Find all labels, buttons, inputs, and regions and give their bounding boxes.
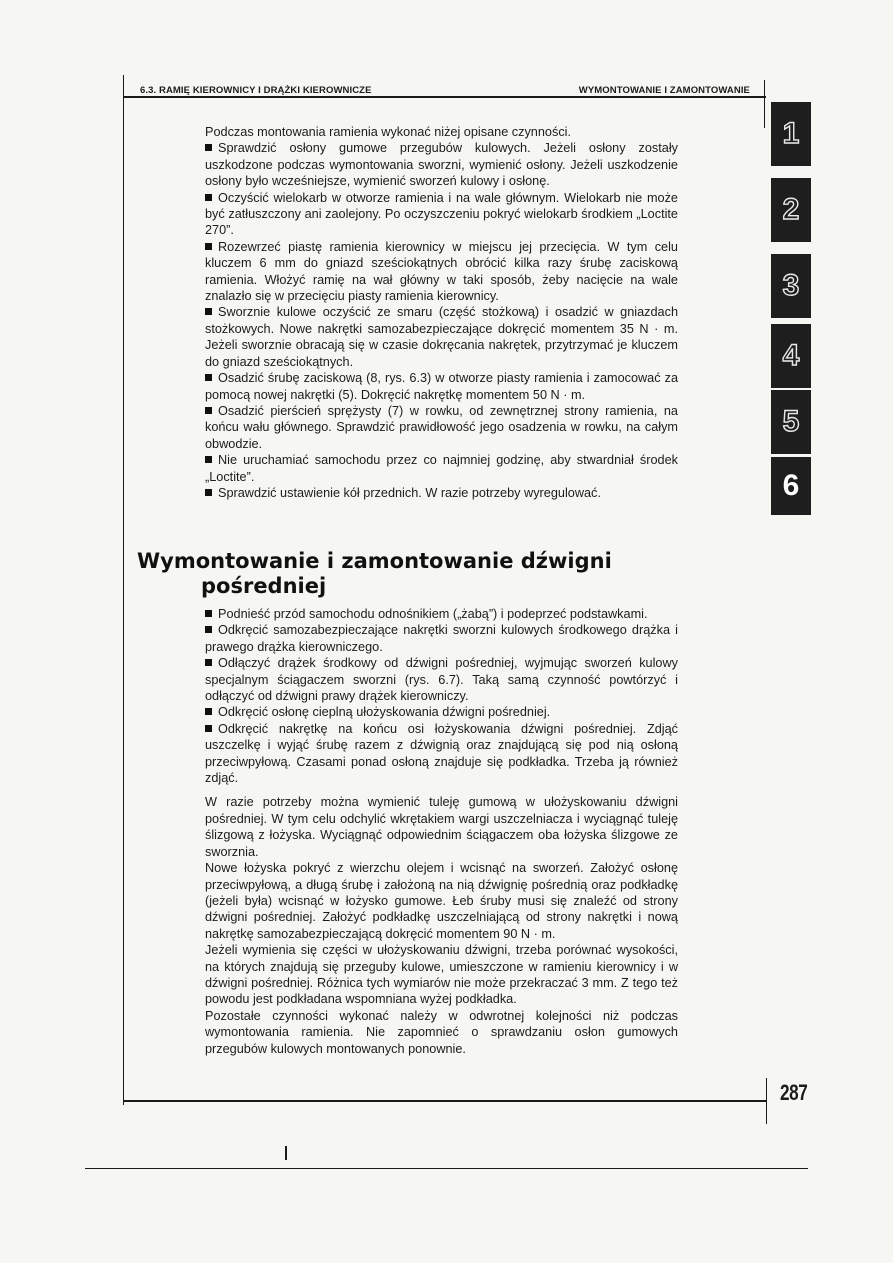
chapter-tab-label: 5 xyxy=(782,405,800,438)
page-number-rule xyxy=(766,1078,767,1124)
bullet-square-icon xyxy=(205,626,212,633)
list-item-text: Oczyścić wielokarb w otworze ramienia i na wale głównym. Wielokarb nie może być zatłuszczony ani zaolejony. Po oczyszczeniu pokryć wielokarb środkiem „Loctite 270”. xyxy=(205,190,678,238)
paragraph-gap xyxy=(205,786,678,794)
page-number: 287 xyxy=(780,1080,808,1105)
list-item-text: Podnieść przód samochodu odnośnikiem („żabą”) i podeprzeć podstawkami. xyxy=(218,607,648,621)
list-item xyxy=(205,485,678,501)
chapter-tab-label: 3 xyxy=(782,269,800,302)
list-item xyxy=(205,370,678,403)
list-item-text: Osadzić śrubę zaciskową (8, rys. 6.3) w otworze piasty ramienia i zamocować za pomocą nowej nakrętki (5). Dokręcić nakrętkę momentem 50 N · m. xyxy=(205,371,678,402)
bullet-square-icon xyxy=(205,308,212,315)
list-item xyxy=(205,239,678,305)
left-margin-rule xyxy=(123,75,124,1105)
list-item-text: Sprawdzić ustawienie kół przednich. W razie potrzeby wyregulować. xyxy=(218,485,601,500)
list-item xyxy=(205,622,678,655)
chapter-tab[interactable] xyxy=(771,390,811,454)
bullet-square-icon xyxy=(205,610,212,617)
paragraph: W razie potrzeby można wymienić tuleję gumową w ułożyskowaniu dźwigni pośredniej. W tym celu odchylić wkrętakiem wargi uszczelniacza i wyciągnąć tuleję ślizgową z łożyska. Wyciągnąć odpowiednim ściągaczem oba łożyska ślizgowe ze sworznia. xyxy=(205,795,678,859)
list-item-text: Sworznie kulowe oczyścić ze smaru (część stożkową) i osadzić w gniazdach stożkowych. Nowe nakrętki samozabezpieczające dokręcić momentem 35 N · m. Jeżeli sworznie obracają się w czasie dokręcania nakrętek, przytrzymać je kluczem do gniazd sześciokątnych. xyxy=(205,305,678,369)
chapter-tab[interactable] xyxy=(771,102,811,166)
paragraph: Nowe łożyska pokryć z wierzchu olejem i wcisnąć na sworzeń. Założyć osłonę przeciwpyłową, a długą śrubę i założoną na nią dźwignię pośrednią oraz podkładkę (jeżeli była) wcisnąć w łożysko gumowe. Łeb śruby musi się znaleźć od strony dźwigni pośredniej. Założyć podkładkę uszczelniającą od strony nakrętki i nową nakrętkę samozabezpieczającą dokręcić momentem 90 N · m. xyxy=(205,861,678,941)
list-item-text: Nie uruchamiać samochodu przez co najmniej godzinę, aby stwardniał środek „Loctite”. xyxy=(205,453,678,484)
section2-heading-line2: pośredniej xyxy=(201,574,327,598)
list-item xyxy=(205,452,678,485)
chapter-tab[interactable] xyxy=(771,178,811,242)
list-item-text: Rozewrzeć piastę ramienia kierownicy w miejscu jej przecięcia. W tym celu kluczem 6 mm do gniazd sześciokątnych obrócić kilka razy śrubę zaciskową ramienia. Włożyć ramię na wał główny w taki sposób, żeby nacięcie na wale znalazło się w przecięciu piasty ramienia kierownicy. xyxy=(205,239,678,304)
chapter-tab-active[interactable] xyxy=(771,457,811,515)
list-item-text: Odkręcić osłonę cieplną ułożyskowania dźwigni pośredniej. xyxy=(218,705,551,720)
scan-mark xyxy=(285,1146,287,1160)
chapter-tab[interactable] xyxy=(771,254,811,318)
section1-body xyxy=(205,124,678,501)
list-item xyxy=(205,403,678,452)
bullet-square-icon xyxy=(205,374,212,381)
bottom-rule xyxy=(85,1168,808,1169)
list-item xyxy=(205,190,678,239)
bullet-square-icon xyxy=(205,144,212,151)
list-item xyxy=(205,704,678,720)
bullet-square-icon xyxy=(205,489,212,496)
section1-intro: Podczas montowania ramienia wykonać niżej opisane czynności. xyxy=(205,125,572,139)
list-item-text: Odłączyć drążek środkowy od dźwigni pośredniej, wyjmując sworzeń kulowy specjalnym ściągaczem sworzni (rys. 6.7). Taką samą czynność powtórzyć i odłączyć od dźwigni prawy drążek kierowniczy. xyxy=(205,656,678,704)
list-item-text: Odkręcić samozabezpieczające nakrętki sworzni kulowych środkowego drążka i prawego drążka kierowniczego. xyxy=(205,623,678,654)
list-item xyxy=(205,606,678,622)
section2-heading-line1: Wymontowanie i zamontowanie dźwigni xyxy=(137,549,612,573)
bullet-square-icon xyxy=(205,659,212,666)
topic-header: WYMONTOWANIE I ZAMONTOWANIE xyxy=(578,85,750,96)
list-item xyxy=(205,304,678,370)
right-margin-rule xyxy=(764,80,765,128)
chapter-tab-label: 2 xyxy=(782,193,800,226)
bullet-square-icon xyxy=(205,243,212,250)
chapter-tab-label: 6 xyxy=(782,469,800,502)
bullet-square-icon xyxy=(205,407,212,414)
bullet-square-icon xyxy=(205,725,212,732)
list-item xyxy=(205,140,678,189)
chapter-tab-label: 1 xyxy=(782,117,800,150)
list-item-text: Osadzić pierścień sprężysty (7) w rowku, od zewnętrznej strony ramienia, na końcu wału głównego. Sprawdzić prawidłowość jego osadzenia w rowku, na całym obwodzie. xyxy=(205,403,678,451)
list-item-text: Odkręcić nakrętkę na końcu osi łożyskowania dźwigni pośredniej. Zdjąć uszczelkę i wyjąć śrubę razem z dźwignią oraz znajdującą się pod nią osłoną przeciwpyłową. Czasami ponad osłoną znajduje się podkładka. Trzeba ją również zdjąć. xyxy=(205,721,678,786)
header-rule xyxy=(123,96,766,98)
chapter-tab[interactable] xyxy=(771,324,811,388)
footer-rule xyxy=(123,1100,766,1102)
bullet-square-icon xyxy=(205,194,212,201)
section-header: 6.3. RAMIĘ KIEROWNICY I DRĄŻKI KIEROWNICZE xyxy=(140,85,372,96)
list-item-text: Sprawdzić osłony gumowe przegubów kulowych. Jeżeli osłony zostały uszkodzone podczas wymontowania sworzni, wymienić osłony. Jeżeli uszkodzenie osłony było wcześniejsze, wymienić sworzeń kulowy i osłonę. xyxy=(205,141,678,189)
list-item xyxy=(205,655,678,704)
section2-heading xyxy=(137,549,657,599)
bullet-square-icon xyxy=(205,456,212,463)
paragraph: Jeżeli wymienia się części w ułożyskowaniu dźwigni, trzeba porównać wysokości, na których znajdują się przeguby kulowe, umieszczone w ramieniu kierownicy i w dźwigni pośredniej. Różnica tych wymiarów nie może przekraczać 3 mm. Z tego też powodu jest podkładana wspomniana wyżej podkładka. xyxy=(205,943,678,1007)
list-item xyxy=(205,721,678,787)
chapter-tab-label: 4 xyxy=(782,339,800,372)
paragraph: Pozostałe czynności wykonać należy w odwrotnej kolejności niż podczas wymontowania ramienia. Nie zapomnieć o sprawdzaniu osłon gumowych przegubów kulowych montowanych ponownie. xyxy=(205,1008,678,1056)
bullet-square-icon xyxy=(205,708,212,715)
section2-body xyxy=(205,606,678,1057)
